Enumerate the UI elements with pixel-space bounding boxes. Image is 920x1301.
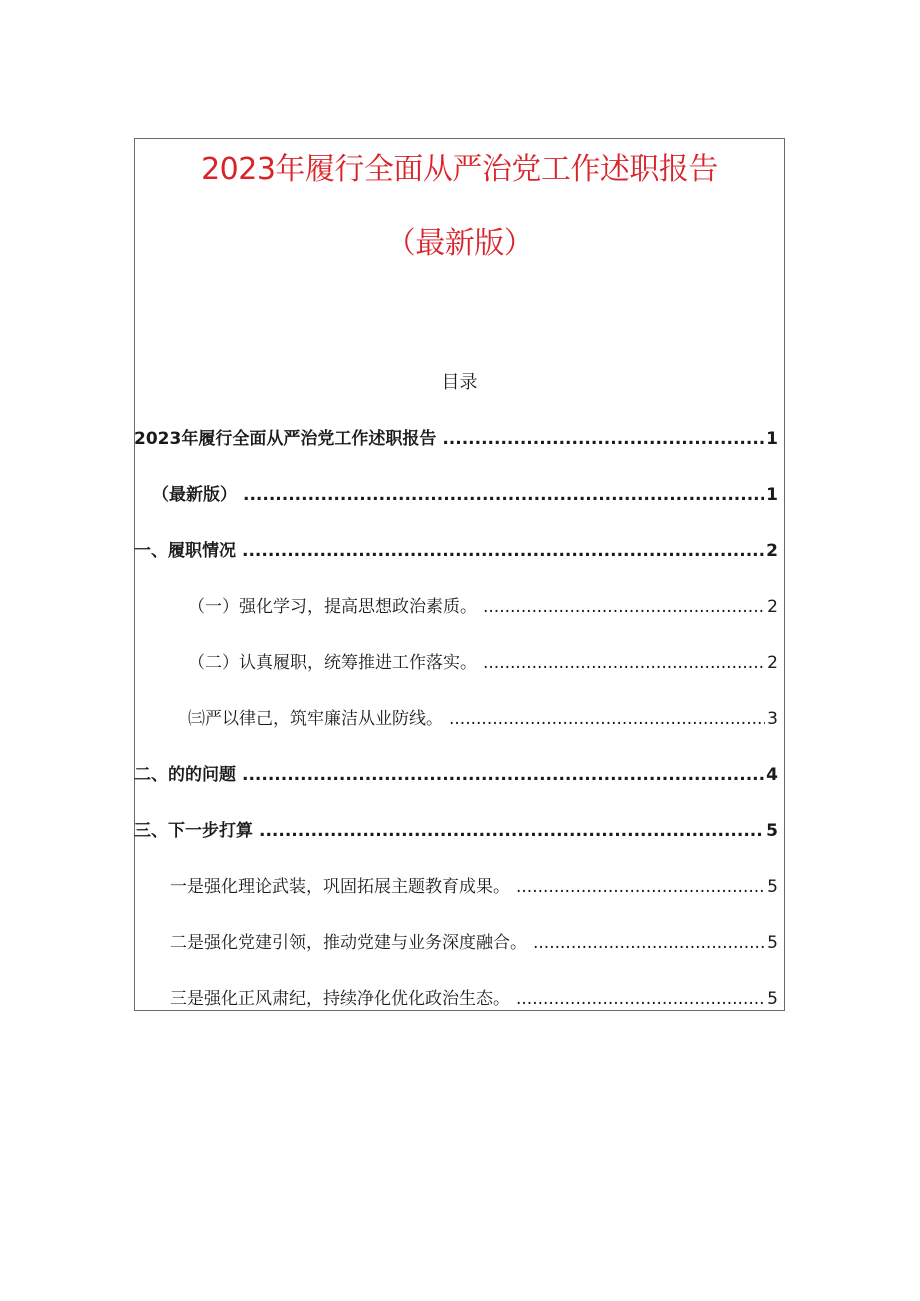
toc-entry-page: 4 (766, 765, 778, 785)
toc-entry-section-1-2[interactable] (188, 648, 778, 673)
toc-leader (533, 933, 765, 953)
toc-leader (242, 765, 764, 785)
toc-entry-page: 5 (766, 821, 778, 841)
toc-entry-page: 5 (767, 989, 778, 1009)
toc-entry-section-1-1[interactable] (188, 592, 778, 617)
toc-leader (442, 429, 764, 449)
toc-entry-section-2[interactable] (134, 760, 778, 785)
toc-entry-page: 2 (766, 541, 778, 561)
toc-entry-section-3[interactable] (134, 816, 778, 841)
toc-entry-section-1[interactable] (134, 536, 778, 561)
toc-entry-section-1-3[interactable] (188, 704, 778, 729)
toc-entry-label: 2023年履行全面从严治党工作述职报告 (134, 429, 437, 449)
toc-entry-label: ㈢严以律己，筑牢廉洁从业防线。 (188, 709, 443, 729)
toc-leader (449, 709, 765, 729)
toc-entry-label: （一）强化学习，提高思想政治素质。 (188, 597, 477, 617)
toc-heading: 目录 (441, 372, 478, 393)
toc-entry-page: 2 (767, 597, 778, 617)
toc-entry-page: 1 (766, 429, 778, 449)
toc-entry-page: 1 (766, 485, 778, 505)
toc-entry-section-3-1[interactable] (170, 872, 778, 897)
toc-entry-label: 二是强化党建引领，推动党建与业务深度融合。 (170, 933, 527, 953)
toc-entry-label: （二）认真履职，统筹推进工作落实。 (188, 653, 477, 673)
toc-entry-page: 2 (767, 653, 778, 673)
toc-entry-label: 一是强化理论武装，巩固拓展主题教育成果。 (170, 877, 510, 897)
toc-entry-label: 一、履职情况 (134, 541, 236, 561)
document-title: 2023年履行全面从严治党工作述职报告 (201, 152, 718, 187)
toc-entry-label: （最新版） (152, 485, 237, 505)
toc-entry-page: 5 (767, 933, 778, 953)
toc-entry-label: 三是强化正风肃纪，持续净化优化政治生态。 (170, 989, 510, 1009)
toc-leader (243, 485, 764, 505)
toc-entry-label: 三、下一步打算 (134, 821, 253, 841)
toc-entry-subtitle[interactable] (152, 480, 778, 505)
toc-leader (259, 821, 764, 841)
toc-entry-label: 二、的的问题 (134, 765, 236, 785)
toc-entry-page: 3 (767, 709, 778, 729)
toc-entry-section-3-2[interactable] (170, 928, 778, 953)
toc-entry-section-3-3[interactable] (170, 984, 778, 1009)
toc-entry-page: 5 (767, 877, 778, 897)
toc-leader (483, 653, 765, 673)
toc-leader (483, 597, 765, 617)
toc-leader (516, 877, 765, 897)
document-subtitle: （最新版） (385, 226, 534, 261)
toc-entry-title[interactable] (134, 424, 778, 449)
toc-leader (516, 989, 765, 1009)
toc-leader (242, 541, 764, 561)
